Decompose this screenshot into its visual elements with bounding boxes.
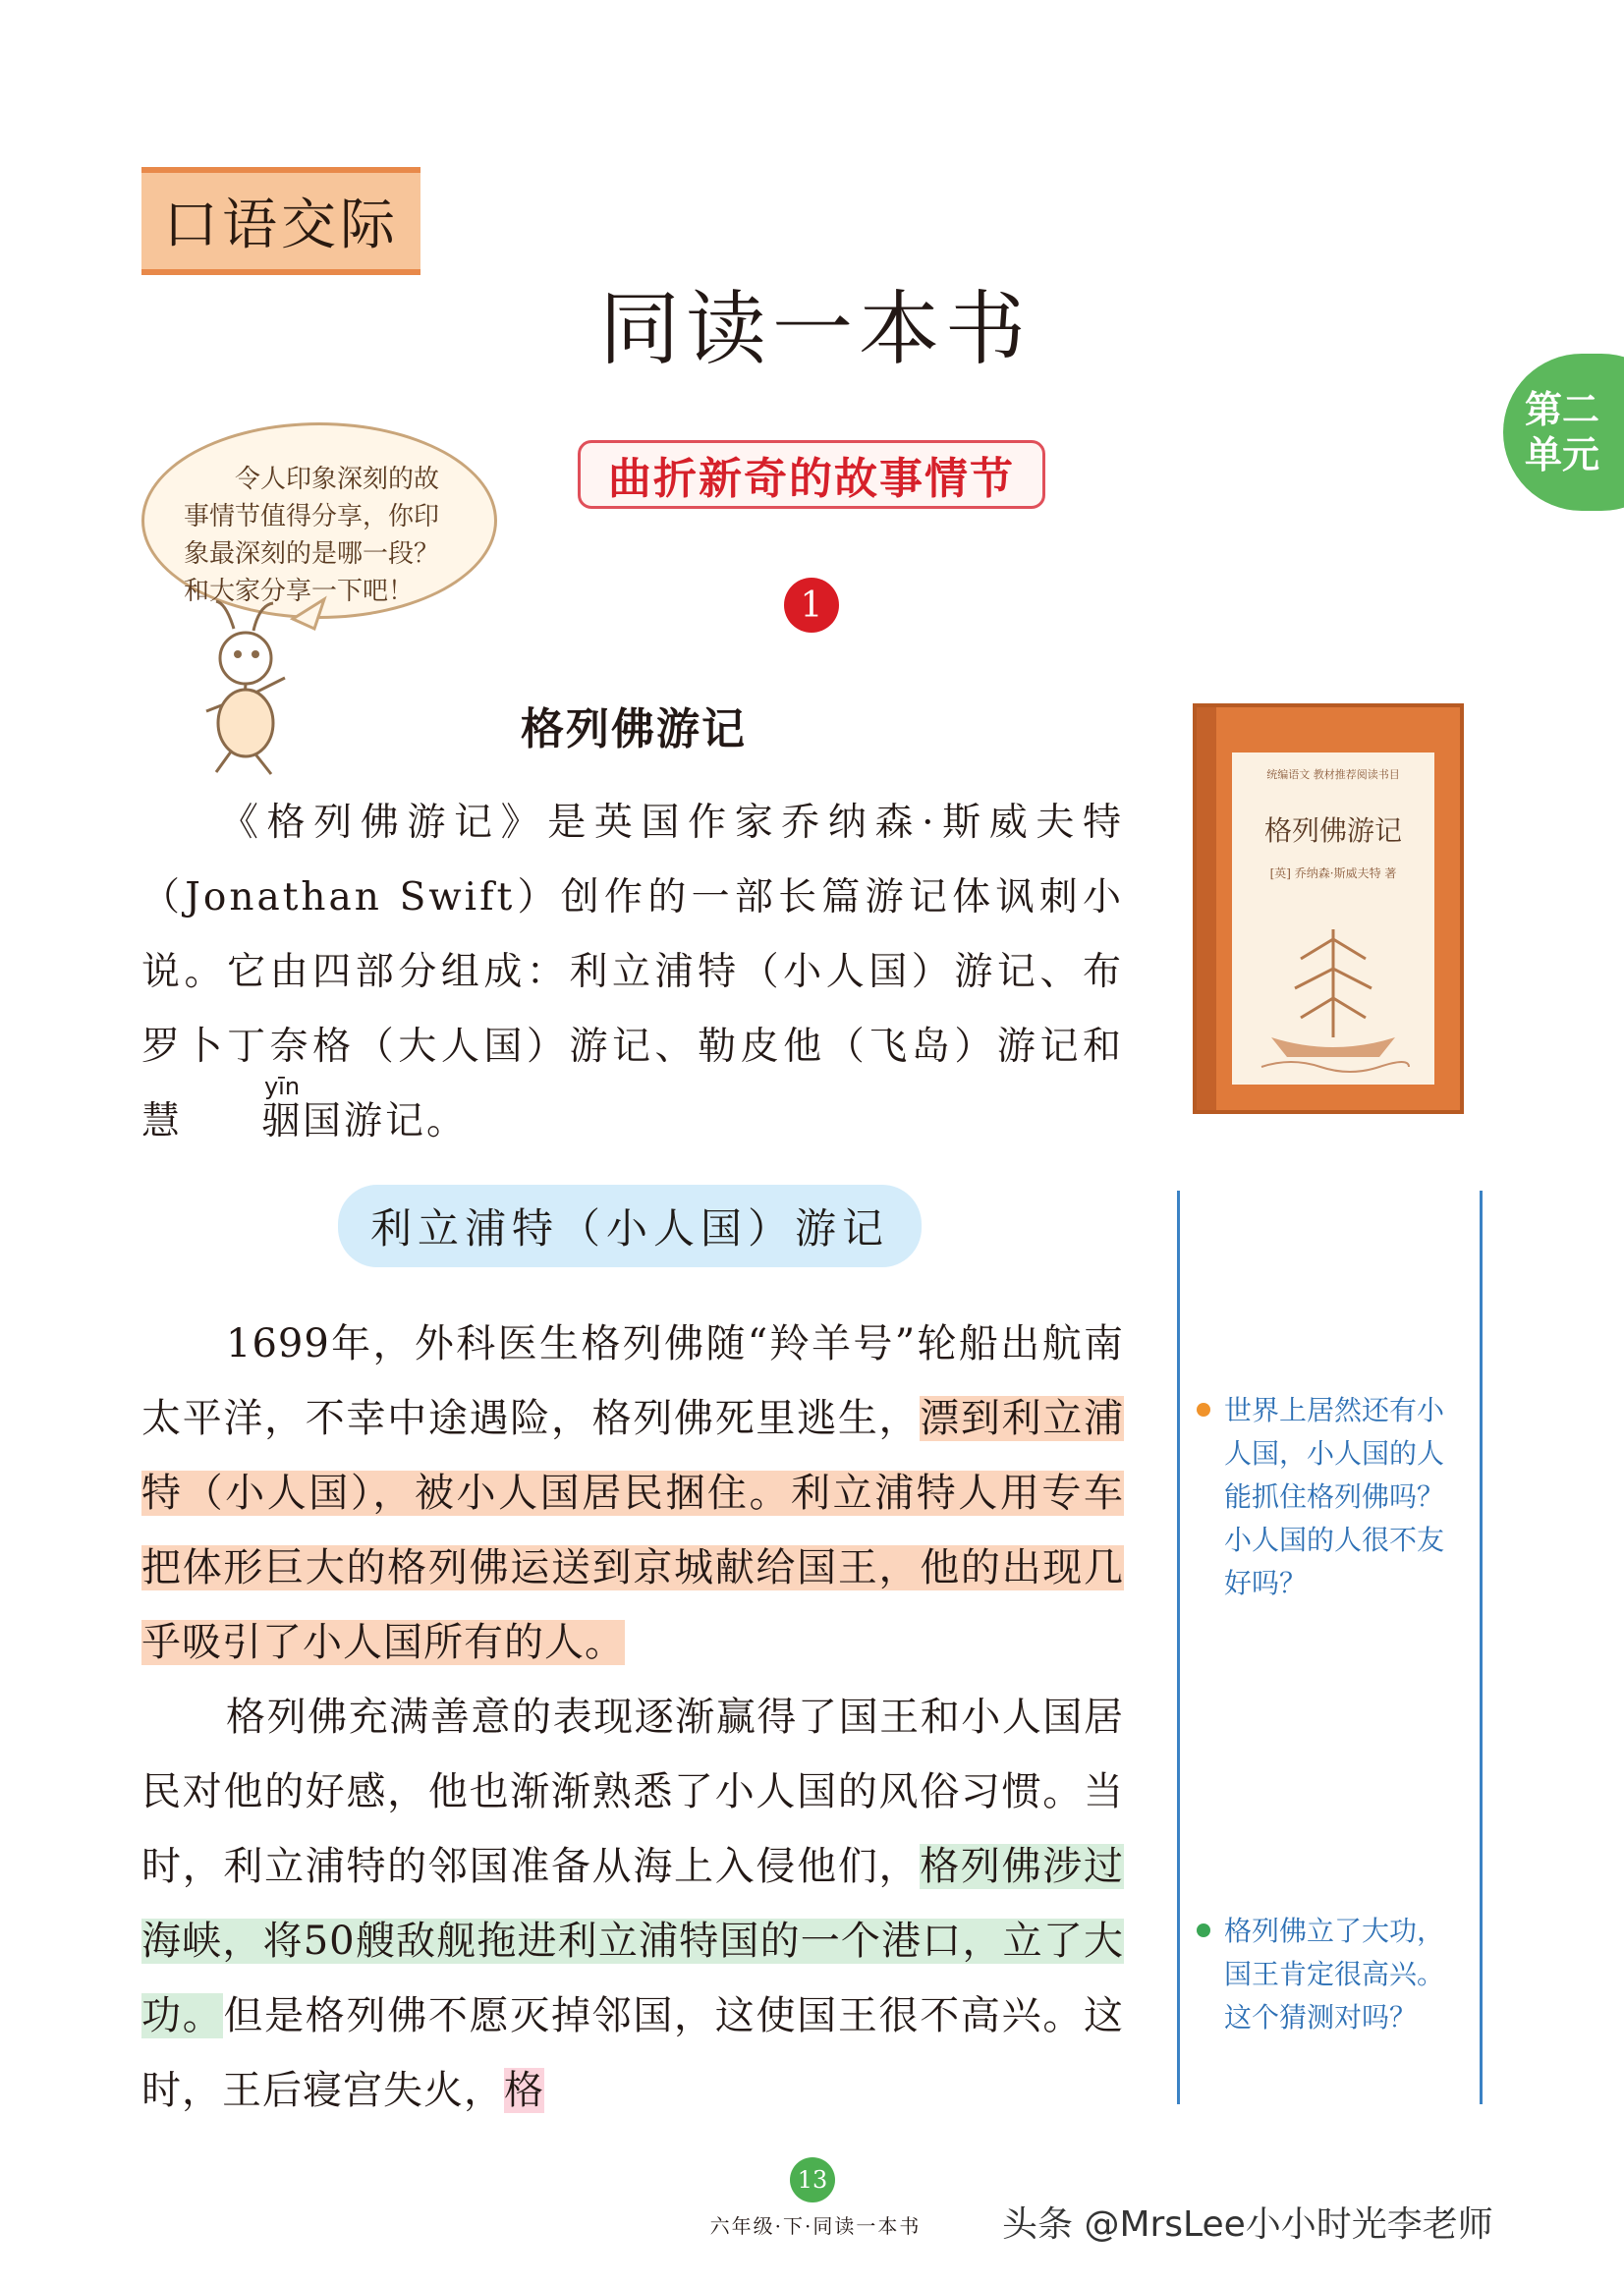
book-cover-series: 统编语文 教材推荐阅读书目: [1266, 768, 1400, 781]
subtitle-box: [578, 440, 1045, 509]
page-number: 13: [790, 2157, 835, 2202]
side-note-2: [1197, 1910, 1466, 2039]
ruby-pinyin: yīn: [263, 1073, 301, 1100]
book-cover-title: 格列佛游记: [1263, 814, 1402, 847]
item-number-badge: 1: [784, 578, 839, 633]
ruby-char: [183, 1073, 304, 1159]
side-note-1: [1197, 1389, 1466, 1605]
book-spine: [1197, 707, 1216, 1110]
subtitle-text: 曲折新奇的故事情节: [608, 454, 1015, 504]
paragraph-1: [141, 1307, 1124, 1680]
paragraph-2: [141, 1680, 1124, 2128]
book-cover: [1193, 703, 1464, 1114]
side-note-2-text: 格列佛立了大功，国王肯定很高兴。这个猜测对吗？: [1224, 1915, 1445, 2034]
unit-tab: [1503, 354, 1624, 511]
intro-paragraph: [141, 786, 1124, 1159]
page-title: 同读一本书: [598, 283, 1032, 376]
section-heading-text: 利立浦特（小人国）游记: [369, 1204, 889, 1253]
unit-tab-line2: 单元: [1525, 433, 1600, 476]
intro-text-end: 国游记。: [303, 1099, 469, 1143]
highlight-pink: 格: [504, 2068, 544, 2113]
intro-text: 《格列佛游记》是英国作家乔纳森·斯威夫特（Jonathan Swift）创作的一部长篇游记体讽刺小说。它由四部分组成：利立浦特（小人国）游记、布罗卜丁奈格（大人国）游记、勒皮他（飞岛）游记和慧: [141, 801, 1124, 1143]
page-footer: 六年级·下·同读一本书: [709, 2214, 922, 2238]
cartoon-character-icon: [177, 589, 334, 786]
unit-label: [141, 167, 420, 275]
speech-bubble-text: 令人印象深刻的故事情节值得分享，你印象最深刻的是哪一段？和大家分享一下吧！: [184, 465, 440, 606]
bullet-dot-icon: [1197, 1403, 1210, 1417]
side-notes-right-border: [1480, 1191, 1483, 2104]
book-title-heading: 格列佛游记: [521, 704, 747, 754]
section-heading: [338, 1185, 922, 1267]
book-cover-panel: [1232, 752, 1434, 1085]
book-cover-author: [英] 乔纳森·斯威夫特 著: [1269, 866, 1397, 880]
side-note-1-text: 世界上居然还有小人国，小人国的人能抓住格列佛吗？小人国的人很不友好吗？: [1224, 1394, 1445, 1599]
paragraph-1-text: 1699年，外科医生格列佛随“羚羊号”轮船出航南太平洋，不幸中途遇险，格列佛死里逃生，: [141, 1321, 1124, 1441]
paragraph-2-text-2: 但是格列佛不愿灭掉邻国，这使国王很不高兴。这时，王后寝宫失火，: [141, 1993, 1125, 2113]
bullet-dot-icon: [1197, 1923, 1210, 1937]
highlight-orange: 漂到利立浦特（小人国），被小人国居民捆住。利立浦特人用专车把体形巨大的格列佛运送到京城献给国王，他的出现几乎吸引了小人国所有的人。: [141, 1396, 1125, 1665]
paragraph-2-text: 格列佛充满善意的表现逐渐赢得了国王和小人国居民对他的好感，他也渐渐熟悉了小人国的风俗习惯。当时，利立浦特的邻国准备从海上入侵他们，: [141, 1695, 1124, 1889]
ruby-base: 骃: [261, 1099, 304, 1143]
side-notes-left-border: [1177, 1191, 1180, 2104]
highlight-green: 格列佛涉过海峡，将50艘敌舰拖进利立浦特国的一个港口，立了大功。: [141, 1844, 1125, 2038]
watermark: 头条 @MrsLee小小时光李老师: [1002, 2204, 1493, 2245]
unit-label-text: 口语交际: [163, 194, 399, 257]
ship-illustration-icon: [1252, 910, 1415, 1077]
main-text: [141, 1307, 1124, 2128]
unit-tab-line1: 第二: [1525, 388, 1600, 431]
